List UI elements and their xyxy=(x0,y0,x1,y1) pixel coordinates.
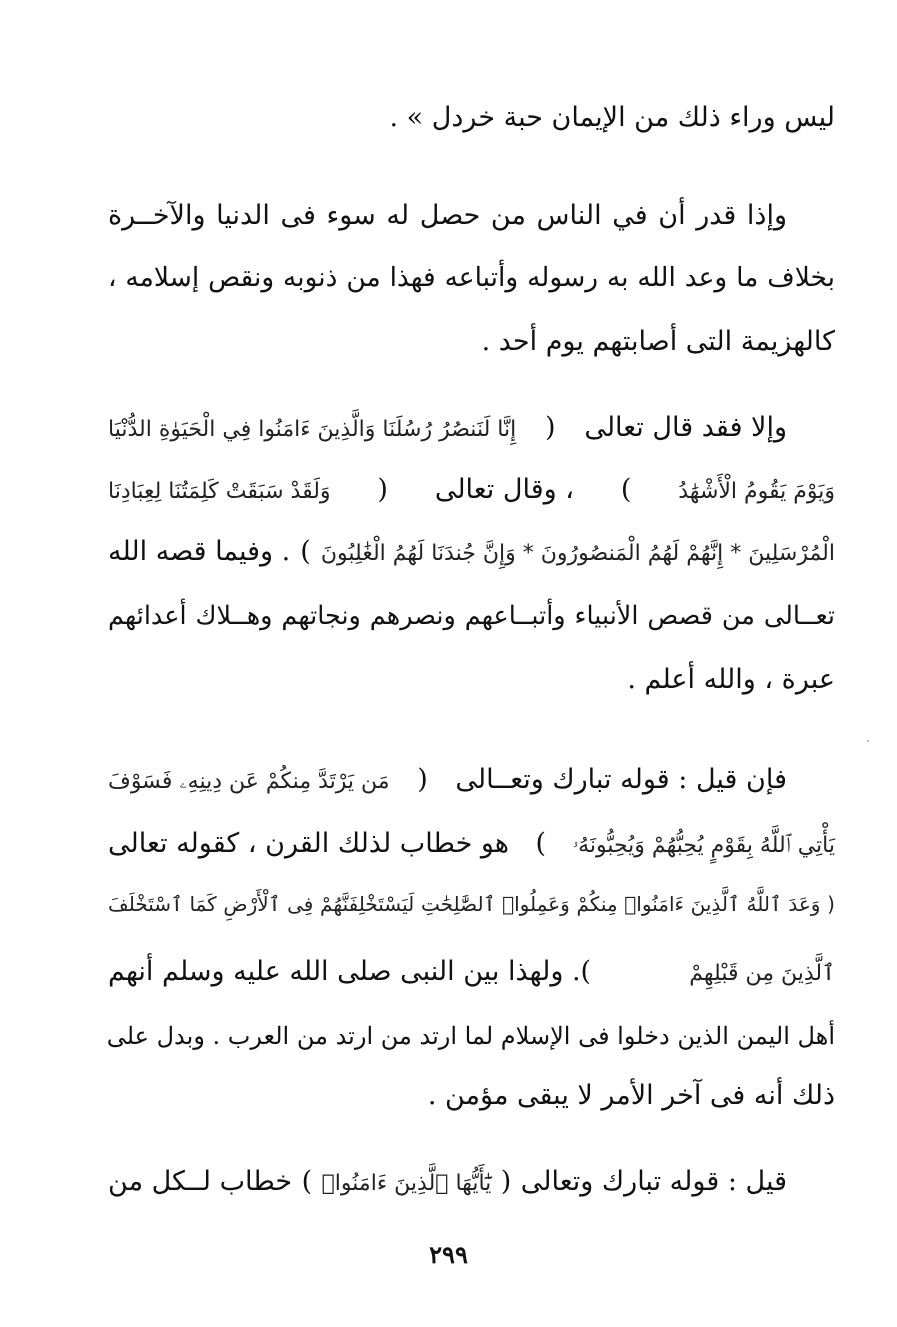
text-segment: قيل : قوله تبارك وتعالى xyxy=(520,1166,787,1197)
scan-speck xyxy=(867,740,869,742)
text-line-with-verse xyxy=(108,952,835,994)
text-line-with-verse xyxy=(108,824,835,866)
bracket-close: ) xyxy=(300,536,311,567)
text-line-with-verse xyxy=(108,760,787,802)
text-segment: ، وقال تعالى xyxy=(434,474,574,505)
bracket-open: ( xyxy=(545,412,556,443)
text-line: عبرة ، والله أعلم . xyxy=(627,664,835,695)
text-line: تعــالى من قصص الأنبياء وأتبــاعهم ونصرهم ونجاتهم وهــلاك أعدائهم xyxy=(108,601,835,631)
text-line: أهل اليمن الذين دخلوا فى الإسلام لما ارتد من ارتد من العرب . وبدل على xyxy=(106,1022,835,1050)
text-segment: . وفيما قصه الله xyxy=(108,536,291,567)
page-number: ٢٩٩ xyxy=(429,1240,468,1269)
text-segment: وإلا فقد قال تعالى xyxy=(584,412,787,443)
bracket-open: ( xyxy=(500,1166,512,1197)
quran-verse: وَلَقَدْ سَبَقَتْ كَلِمَتُنَا لِعِبَادِنَا xyxy=(108,479,331,504)
quran-verse: الْمُرْسَلِينَ * إِنَّهُمْ لَهُمُ الْمَنصُورُونَ * وَإِنَّ جُندَنَا لَهُمُ الْغَٰلِبُونَ xyxy=(320,541,835,566)
quran-verse: يَٰٓأَيُّهَا ٱلَّذِينَ ءَامَنُوا۟ xyxy=(321,1171,492,1196)
bracket-open: ( xyxy=(377,474,388,505)
text-line-with-verse xyxy=(108,408,787,450)
bracket-close: ) xyxy=(535,828,547,859)
bracket-close: ) xyxy=(301,1166,313,1197)
text-segment: خطاب لــكل من xyxy=(108,1166,293,1197)
quran-verse: ٱلَّذِينَ مِن قَبْلِهِمْ xyxy=(689,961,835,986)
quran-verse-line: ( وَعَدَ ٱللَّهُ ٱلَّذِينَ ءَامَنُوا۟ مِنكُمْ وَعَمِلُوا۟ ٱلصَّٰلِحَٰتِ لَيَسْتَخْلِفَنَّهُمْ فِى ٱلْأَرْضِ كَمَا ٱسْتَخْلَفَ xyxy=(108,892,835,916)
text-line: وإذا قدر أن في الناس من حصل له سوء فى الدنيا والآخــرة xyxy=(108,200,787,231)
bracket-open: ( xyxy=(417,764,428,795)
bracket-close: ) xyxy=(620,474,632,505)
text-line-with-verse xyxy=(108,470,835,512)
quran-verse: مَن يَرْتَدَّ مِنكُمْ عَن دِينِهِۦ فَسَوْفَ xyxy=(108,769,390,794)
text-line: بخلاف ما وعد الله به رسوله وأتباعه فهذا من ذنوبه ونقص إسلامه ، xyxy=(108,262,835,293)
text-segment: هو خطاب لذلك القرن ، كقوله تعالى xyxy=(108,828,510,859)
quran-verse: يَأْتِي ٱللَّهُ بِقَوْمٍ يُحِبُّهُمْ وَيُحِبُّونَهُۥ xyxy=(572,833,835,858)
text-line-with-verse xyxy=(108,532,835,574)
text-line: كالهزيمة التى أصابتهم يوم أحد . xyxy=(481,326,835,357)
text-segment: فإن قيل : قوله تبارك وتعــالى xyxy=(455,764,787,795)
text-line: ذلك أنه فى آخر الأمر لا يبقى مؤمن . xyxy=(427,1080,835,1111)
text-line-with-verse xyxy=(108,1162,787,1204)
text-line: ليس وراء ذلك من الإيمان حبة خردل » . xyxy=(389,102,835,133)
quran-verse: إِنَّا لَنَنصُرُ رُسُلَنَا وَالَّذِينَ ءَامَنُوا فِي الْحَيَوٰةِ الدُّنْيَا xyxy=(108,417,517,442)
text-segment: ). ولهذا بين النبى صلى الله عليه وسلم أنهم xyxy=(108,956,592,987)
quran-verse: وَيَوْمَ يَقُومُ الْأَشْهَٰدُ xyxy=(678,479,835,504)
